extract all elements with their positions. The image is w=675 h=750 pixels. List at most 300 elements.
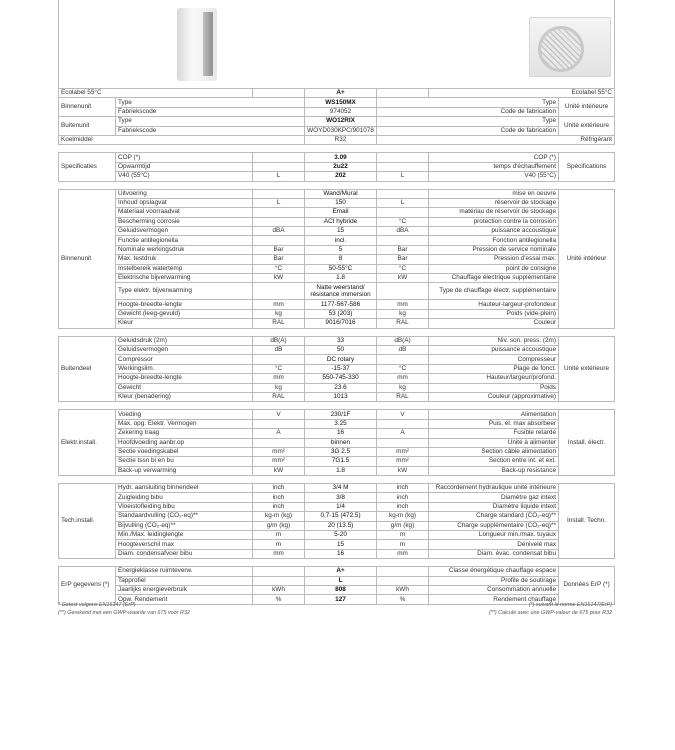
row-value: 23.6 bbox=[305, 383, 377, 392]
row-label-nl: Hoogteverschil max bbox=[116, 540, 253, 549]
row-value: 8 bbox=[305, 255, 377, 264]
section-spacer bbox=[59, 559, 615, 567]
unit-fr: mm² bbox=[377, 457, 429, 466]
row-label-fr: mise en oeuvre bbox=[429, 189, 559, 198]
row-label-fr: Type bbox=[377, 98, 559, 107]
unit-nl: Bar bbox=[253, 255, 305, 264]
unit-nl: RAL bbox=[253, 319, 305, 328]
spec-row bbox=[59, 283, 615, 300]
unit-nl bbox=[253, 438, 305, 447]
row-label-fr: Poids (vide-plein) bbox=[429, 309, 559, 318]
unit-fr: inch bbox=[377, 493, 429, 502]
row-label-fr: Couleur bbox=[429, 319, 559, 328]
spec-row bbox=[59, 549, 615, 558]
row-label-fr: Diamètre gaz intext bbox=[429, 493, 559, 502]
unit-fr: dB(A) bbox=[377, 336, 429, 345]
row-label-fr: V40 (55°C) bbox=[429, 172, 559, 181]
unit-fr: dB bbox=[377, 345, 429, 354]
spec-row bbox=[59, 576, 615, 585]
unit-fr bbox=[377, 208, 429, 217]
spec-row bbox=[59, 217, 615, 226]
outdoor-unit-image bbox=[529, 17, 611, 77]
unit-nl: inch bbox=[253, 484, 305, 493]
row-label-nl: Zuigleiding bibu bbox=[116, 493, 253, 502]
unit-nl bbox=[253, 153, 305, 162]
row-label-fr: Fonction antilegionella bbox=[429, 236, 559, 245]
fan-grille-icon bbox=[538, 26, 584, 72]
row-label-fr: Code de fabrication bbox=[377, 107, 559, 116]
row-value: 1013 bbox=[305, 392, 377, 401]
spec-row bbox=[59, 172, 615, 181]
row-value: 3/8 bbox=[305, 493, 377, 502]
unit-fr: m bbox=[377, 531, 429, 540]
footnote-nl-2: (**) Gerekend met een GWP-waarde van 675 voor R32 bbox=[58, 610, 190, 616]
row-value: 5-20 bbox=[305, 531, 377, 540]
row-label-nl: Materiaal voorraadvat bbox=[116, 208, 253, 217]
unit-fr: kg bbox=[377, 383, 429, 392]
unit-fr: kW bbox=[377, 466, 429, 475]
unit-nl: m bbox=[253, 531, 305, 540]
row-label-nl: Bijvulling (CO₂-eq)** bbox=[116, 521, 253, 530]
row-label-nl: Zekering traag bbox=[116, 429, 253, 438]
row-value: incl. bbox=[305, 236, 377, 245]
row-label-fr: Unité à alimenter bbox=[429, 438, 559, 447]
row-value: A+ bbox=[305, 567, 377, 576]
row-label-nl: Hoogte-breedte-lengte bbox=[116, 300, 253, 309]
row-label-fr: Hauteur/largeur/profond. bbox=[429, 374, 559, 383]
row-label-fr: Type de chauffage électr. supplémentaire bbox=[429, 283, 559, 300]
spec-row bbox=[59, 309, 615, 318]
row-value: 16 bbox=[305, 429, 377, 438]
row-label-fr: Plage de fonct. bbox=[429, 364, 559, 373]
unit-fr: inch bbox=[377, 502, 429, 511]
section-label-fr: Install. Techn. bbox=[559, 484, 615, 559]
row-value: 15 bbox=[305, 540, 377, 549]
spec-row bbox=[59, 493, 615, 502]
unit-fr: °C bbox=[377, 364, 429, 373]
section-label-nl: Buitendeel bbox=[59, 336, 116, 402]
row-value: 127 bbox=[305, 595, 377, 604]
spec-row bbox=[59, 438, 615, 447]
unit-nl bbox=[253, 189, 305, 198]
buitenunit-type-row bbox=[59, 117, 615, 126]
outdoor-code-value: WOYD030KPC/901078 bbox=[305, 126, 377, 135]
footnote-fr-2: (**) Calculé avec une GWP-valeur de 675 pour R32 bbox=[488, 610, 612, 616]
unit-fr: A bbox=[377, 429, 429, 438]
row-label-nl: Geluidsvermogen bbox=[116, 345, 253, 354]
spec-row bbox=[59, 540, 615, 549]
spacer-cell bbox=[59, 145, 615, 153]
buitenunit-label: Buitenunit bbox=[59, 117, 116, 136]
unit-fr: dBA bbox=[377, 227, 429, 236]
spec-row bbox=[59, 419, 615, 428]
ecolabel-row bbox=[59, 89, 615, 98]
unit-fr: m bbox=[377, 540, 429, 549]
unit-nl bbox=[253, 355, 305, 364]
unit-fr: L bbox=[377, 172, 429, 181]
row-label-fr: Pression d'essai max. bbox=[429, 255, 559, 264]
binnenunit-code-row bbox=[59, 107, 615, 116]
row-label-fr: COP (*) bbox=[429, 153, 559, 162]
refrigerant-label-fr: Réfrigérant bbox=[377, 135, 615, 144]
unit-nl: kg-m (kg) bbox=[253, 512, 305, 521]
row-label-fr: Longueur min./max. tuyaux bbox=[429, 531, 559, 540]
row-value: binnen bbox=[305, 438, 377, 447]
row-label-fr: Poids bbox=[429, 383, 559, 392]
unit-fr bbox=[377, 438, 429, 447]
row-label-fr: Pression de service nominale bbox=[429, 245, 559, 254]
unit-fr: V bbox=[377, 410, 429, 419]
row-value: 150 bbox=[305, 198, 377, 207]
row-label-nl: Inhoud opslagvat bbox=[116, 198, 253, 207]
unit-fr bbox=[377, 189, 429, 198]
spec-row bbox=[59, 466, 615, 475]
row-label-nl: Werkingslim. bbox=[116, 364, 253, 373]
row-label-fr: Type bbox=[377, 117, 559, 126]
section-label-fr: Install. électr. bbox=[559, 410, 615, 476]
row-label-fr: Dénivelé max bbox=[429, 540, 559, 549]
spacer-cell bbox=[59, 181, 615, 189]
row-label-fr: Rendement chauffage bbox=[429, 595, 559, 604]
row-label-fr: point de consigne bbox=[429, 264, 559, 273]
unit-nl: RAL bbox=[253, 392, 305, 401]
unit-fr: mm bbox=[377, 374, 429, 383]
row-label-nl: Standaardvulling (CO₂-eq)** bbox=[116, 512, 253, 521]
unit-nl bbox=[253, 236, 305, 245]
row-value: 1/4 bbox=[305, 502, 377, 511]
buitenunit-label-fr: Unité extérieure bbox=[559, 117, 615, 136]
unit-fr: % bbox=[377, 595, 429, 604]
unit-fr: L bbox=[377, 198, 429, 207]
unit-nl: % bbox=[253, 595, 305, 604]
row-label-nl: Jaarlijks energieverbruik bbox=[116, 585, 253, 594]
row-label-fr: puissance accoustique bbox=[429, 345, 559, 354]
unit-fr: g/m (kg) bbox=[377, 521, 429, 530]
row-value: 3.09 bbox=[305, 153, 377, 162]
unit-nl: V bbox=[253, 410, 305, 419]
unit-nl: inch bbox=[253, 493, 305, 502]
unit-fr: mm² bbox=[377, 447, 429, 456]
spec-row bbox=[59, 457, 615, 466]
row-value: 53 (203) bbox=[305, 309, 377, 318]
row-label-nl: Min./Max. leidinglengte bbox=[116, 531, 253, 540]
row-label-nl: Compressor bbox=[116, 355, 253, 364]
binnenunit-label: Binnenunit bbox=[59, 98, 116, 117]
row-value: 230/1F bbox=[305, 410, 377, 419]
buitenunit-code-row bbox=[59, 126, 615, 135]
spec-row bbox=[59, 255, 615, 264]
row-label-nl: Sectie tssn bi en bu bbox=[116, 457, 253, 466]
row-label-nl: Hoogte-breedte-lengte bbox=[116, 374, 253, 383]
unit-nl: A bbox=[253, 429, 305, 438]
row-value: 2u22 bbox=[305, 162, 377, 171]
row-label-nl: Hydr. aansluiting binnendeel bbox=[116, 484, 253, 493]
unit-nl: dB(A) bbox=[253, 336, 305, 345]
section-label-fr: Unité intérieur bbox=[559, 189, 615, 328]
row-label-fr: Fusible retardé bbox=[429, 429, 559, 438]
unit-nl bbox=[253, 208, 305, 217]
unit-fr bbox=[377, 153, 429, 162]
unit-nl: g/m (kg) bbox=[253, 521, 305, 530]
row-label-nl: Fabriekscode bbox=[116, 107, 305, 116]
row-label-nl: Fabriekscode bbox=[116, 126, 305, 135]
row-label-nl: Kleur (benadering) bbox=[116, 392, 253, 401]
row-label-fr: Chauffage électrique supplémentaire bbox=[429, 274, 559, 283]
row-label-nl: Sectie voedingskabel bbox=[116, 447, 253, 456]
row-label-fr: Back-up resistance bbox=[429, 466, 559, 475]
row-value: 550-745-330 bbox=[305, 374, 377, 383]
row-label-fr: Consommation annuelle bbox=[429, 585, 559, 594]
section-label-fr: Spécifications bbox=[559, 153, 615, 181]
unit-fr bbox=[377, 162, 429, 171]
row-label-nl: Type elektr. bijverwarming bbox=[116, 283, 253, 300]
row-value: 7G1.5 bbox=[305, 457, 377, 466]
spec-row bbox=[59, 264, 615, 273]
row-value: 33 bbox=[305, 336, 377, 345]
refrigerant-value: R32 bbox=[305, 135, 377, 144]
spec-row bbox=[59, 245, 615, 254]
spec-row bbox=[59, 374, 615, 383]
spec-table bbox=[58, 88, 615, 605]
row-label-nl: Uitvoering bbox=[116, 189, 253, 198]
unit-nl: kWh bbox=[253, 585, 305, 594]
spacer-cell bbox=[59, 402, 615, 410]
row-label-nl: Type bbox=[116, 117, 305, 126]
row-label-nl: Hoofdvoeding aanbr.op bbox=[116, 438, 253, 447]
spec-row bbox=[59, 512, 615, 521]
section-label-nl: Elektr.install. bbox=[59, 410, 116, 476]
unit-nl: mm² bbox=[253, 447, 305, 456]
row-label-fr: Compresseur bbox=[429, 355, 559, 364]
row-label-nl: Geluidsdruk (2m) bbox=[116, 336, 253, 345]
row-value: 1.8 bbox=[305, 466, 377, 475]
section-spacer bbox=[59, 145, 615, 153]
row-value: 50 bbox=[305, 345, 377, 354]
section-label-fr: Données ErP (*) bbox=[559, 567, 615, 605]
spec-row bbox=[59, 345, 615, 354]
row-label-nl: Gewicht bbox=[116, 383, 253, 392]
indoor-type-value: WS150MX bbox=[305, 98, 377, 107]
unit-nl: mm bbox=[253, 300, 305, 309]
row-value: 202 bbox=[305, 172, 377, 181]
row-label-fr: Diamètre liquide intext bbox=[429, 502, 559, 511]
unit-nl: °C bbox=[253, 364, 305, 373]
row-label-fr: Charge supplémentaire (CO₂-eq)** bbox=[429, 521, 559, 530]
row-label-fr: réservoir de stockage bbox=[429, 198, 559, 207]
unit-nl bbox=[253, 162, 305, 171]
spec-row bbox=[59, 484, 615, 493]
row-value: 50-55°C bbox=[305, 264, 377, 273]
spec-row bbox=[59, 208, 615, 217]
unit-fr: °C bbox=[377, 217, 429, 226]
row-value: 5 bbox=[305, 245, 377, 254]
row-value: 808 bbox=[305, 585, 377, 594]
indoor-unit-image bbox=[177, 8, 217, 81]
unit-nl: dBA bbox=[253, 227, 305, 236]
product-images-area bbox=[58, 0, 615, 88]
footnote-fr-1: (*) suivant la norme EN16147(ErP) bbox=[528, 602, 612, 608]
row-label-fr: puissance accoustique bbox=[429, 227, 559, 236]
spec-row bbox=[59, 567, 615, 576]
unit-nl: kg bbox=[253, 309, 305, 318]
section-spacer bbox=[59, 181, 615, 189]
footnotes-fr bbox=[489, 601, 612, 617]
unit-nl bbox=[253, 576, 305, 585]
unit-nl: L bbox=[253, 172, 305, 181]
refrigerant-label-nl: Koelmiddel bbox=[59, 135, 305, 144]
koelmiddel-row bbox=[59, 135, 615, 144]
row-label-nl: Gewicht (leeg-gevuld) bbox=[116, 309, 253, 318]
unit-fr: mm bbox=[377, 300, 429, 309]
spec-row bbox=[59, 198, 615, 207]
ecolabel-value: A+ bbox=[305, 89, 377, 98]
row-value: ACI hybride bbox=[305, 217, 377, 226]
row-label-fr: Puis. él. max absorbeer bbox=[429, 419, 559, 428]
spec-row bbox=[59, 410, 615, 419]
row-label-nl: Back-up verwarming bbox=[116, 466, 253, 475]
row-label-fr: Hauteur-largeur-profondeur bbox=[429, 300, 559, 309]
row-label-fr: Section câble alimentation bbox=[429, 447, 559, 456]
unit-nl: dB bbox=[253, 345, 305, 354]
footnote-nl-1: * Getest volgens EN16147 (ErP) bbox=[58, 602, 136, 608]
unit-fr bbox=[377, 567, 429, 576]
row-value: 3G 2.5 bbox=[305, 447, 377, 456]
spec-row bbox=[59, 153, 615, 162]
unit-nl: Bar bbox=[253, 245, 305, 254]
unit-fr: kW bbox=[377, 274, 429, 283]
unit-nl: mm² bbox=[253, 457, 305, 466]
binnenunit-type-row bbox=[59, 98, 615, 107]
spec-row bbox=[59, 162, 615, 171]
spec-row bbox=[59, 447, 615, 456]
spec-row bbox=[59, 383, 615, 392]
row-label-fr: Profile de soutirage bbox=[429, 576, 559, 585]
row-value: 1.8 bbox=[305, 274, 377, 283]
unit-fr bbox=[377, 236, 429, 245]
row-label-fr: Diam. évac. condensat bibu bbox=[429, 549, 559, 558]
unit-fr: kg bbox=[377, 309, 429, 318]
unit-nl: L bbox=[253, 198, 305, 207]
row-label-nl: Diam. condensafvoer bibu bbox=[116, 549, 253, 558]
spec-row bbox=[59, 502, 615, 511]
spec-row bbox=[59, 531, 615, 540]
unit-fr: °C bbox=[377, 264, 429, 273]
row-value: 3/4 M bbox=[305, 484, 377, 493]
ecolabel-label-nl: Ecolabel 55°C bbox=[59, 89, 253, 98]
spec-row bbox=[59, 355, 615, 364]
row-label-nl: COP (*) bbox=[116, 153, 253, 162]
spec-row bbox=[59, 336, 615, 345]
row-value: 0,7-15 (472.5) bbox=[305, 512, 377, 521]
row-value: 20 (13.5) bbox=[305, 521, 377, 530]
spec-row bbox=[59, 300, 615, 309]
spacer-cell bbox=[59, 476, 615, 484]
row-value: -15-37 bbox=[305, 364, 377, 373]
row-label-nl: Type bbox=[116, 98, 305, 107]
row-value: DC rotary bbox=[305, 355, 377, 364]
row-label-nl: Elektrische bijverwarming bbox=[116, 274, 253, 283]
row-label-nl: V40 (55°C) bbox=[116, 172, 253, 181]
section-label-nl: Binnenunit bbox=[59, 189, 116, 328]
unit-fr bbox=[377, 283, 429, 300]
spec-row bbox=[59, 189, 615, 198]
unit-fr: kWh bbox=[377, 585, 429, 594]
row-label-fr: Classe énergétique chauffage espace bbox=[429, 567, 559, 576]
section-label-nl: Specificaties bbox=[59, 153, 116, 181]
unit-nl: kW bbox=[253, 466, 305, 475]
spec-row bbox=[59, 236, 615, 245]
unit-fr: Bar bbox=[377, 255, 429, 264]
spec-row bbox=[59, 319, 615, 328]
row-label-fr: Section entre int. et ext. bbox=[429, 457, 559, 466]
unit-nl bbox=[253, 567, 305, 576]
unit-nl bbox=[253, 283, 305, 300]
spacer-cell bbox=[59, 559, 615, 567]
row-label-nl: Opwarmtijd bbox=[116, 162, 253, 171]
row-label-nl: Nominale werkingsdruk bbox=[116, 245, 253, 254]
unit-fr: kg-m (kg) bbox=[377, 512, 429, 521]
spec-row bbox=[59, 521, 615, 530]
row-label-nl: Tapprofiel bbox=[116, 576, 253, 585]
spacer-cell bbox=[59, 328, 615, 336]
section-label-nl: ErP gegevens (*) bbox=[59, 567, 116, 605]
spec-row bbox=[59, 392, 615, 401]
unit-nl bbox=[253, 217, 305, 226]
row-value: 3.25 bbox=[305, 419, 377, 428]
spec-row bbox=[59, 274, 615, 283]
unit-fr: RAL bbox=[377, 392, 429, 401]
row-label-fr: Alimentation bbox=[429, 410, 559, 419]
unit-nl: m bbox=[253, 540, 305, 549]
row-value: Natte weerstand/ résistance immersion bbox=[305, 283, 377, 300]
section-spacer bbox=[59, 476, 615, 484]
outdoor-type-value: WO12RIX bbox=[305, 117, 377, 126]
row-value: 16 bbox=[305, 549, 377, 558]
row-value: 1177-567-586 bbox=[305, 300, 377, 309]
row-label-nl: Functie antilegionella bbox=[116, 236, 253, 245]
row-label-nl: Bescherming corrosie bbox=[116, 217, 253, 226]
section-spacer bbox=[59, 402, 615, 410]
unit-fr bbox=[377, 419, 429, 428]
unit-nl: mm bbox=[253, 374, 305, 383]
ecolabel-label-fr: Ecolabel 55°C bbox=[429, 89, 615, 98]
unit-nl: kg bbox=[253, 383, 305, 392]
row-label-fr: protection contre la corrosion bbox=[429, 217, 559, 226]
row-value: Wand/Mural bbox=[305, 189, 377, 198]
spec-row bbox=[59, 585, 615, 594]
row-label-fr: Raccordement hydraulique unité intérieure bbox=[429, 484, 559, 493]
unit-nl: mm bbox=[253, 549, 305, 558]
row-label-fr: Charge standard (CO₂-eq)** bbox=[429, 512, 559, 521]
indoor-code-value: 974052 bbox=[305, 107, 377, 116]
row-label-nl: Kleur bbox=[116, 319, 253, 328]
section-spacer bbox=[59, 328, 615, 336]
row-label-nl: Opw. Rendement bbox=[116, 595, 253, 604]
row-label-fr: Code de fabrication bbox=[377, 126, 559, 135]
section-label-fr: Unité extérieure bbox=[559, 336, 615, 402]
row-label-nl: Max. opg. Elektr. Vermogen bbox=[116, 419, 253, 428]
footnotes-nl bbox=[58, 601, 190, 617]
unit-nl bbox=[253, 419, 305, 428]
spec-row bbox=[59, 429, 615, 438]
unit-fr: Bar bbox=[377, 245, 429, 254]
unit-fr: inch bbox=[377, 484, 429, 493]
row-value: Email bbox=[305, 208, 377, 217]
row-value: 15 bbox=[305, 227, 377, 236]
spec-row bbox=[59, 227, 615, 236]
unit-fr bbox=[377, 576, 429, 585]
row-label-fr: temps d'échauffement bbox=[429, 162, 559, 171]
